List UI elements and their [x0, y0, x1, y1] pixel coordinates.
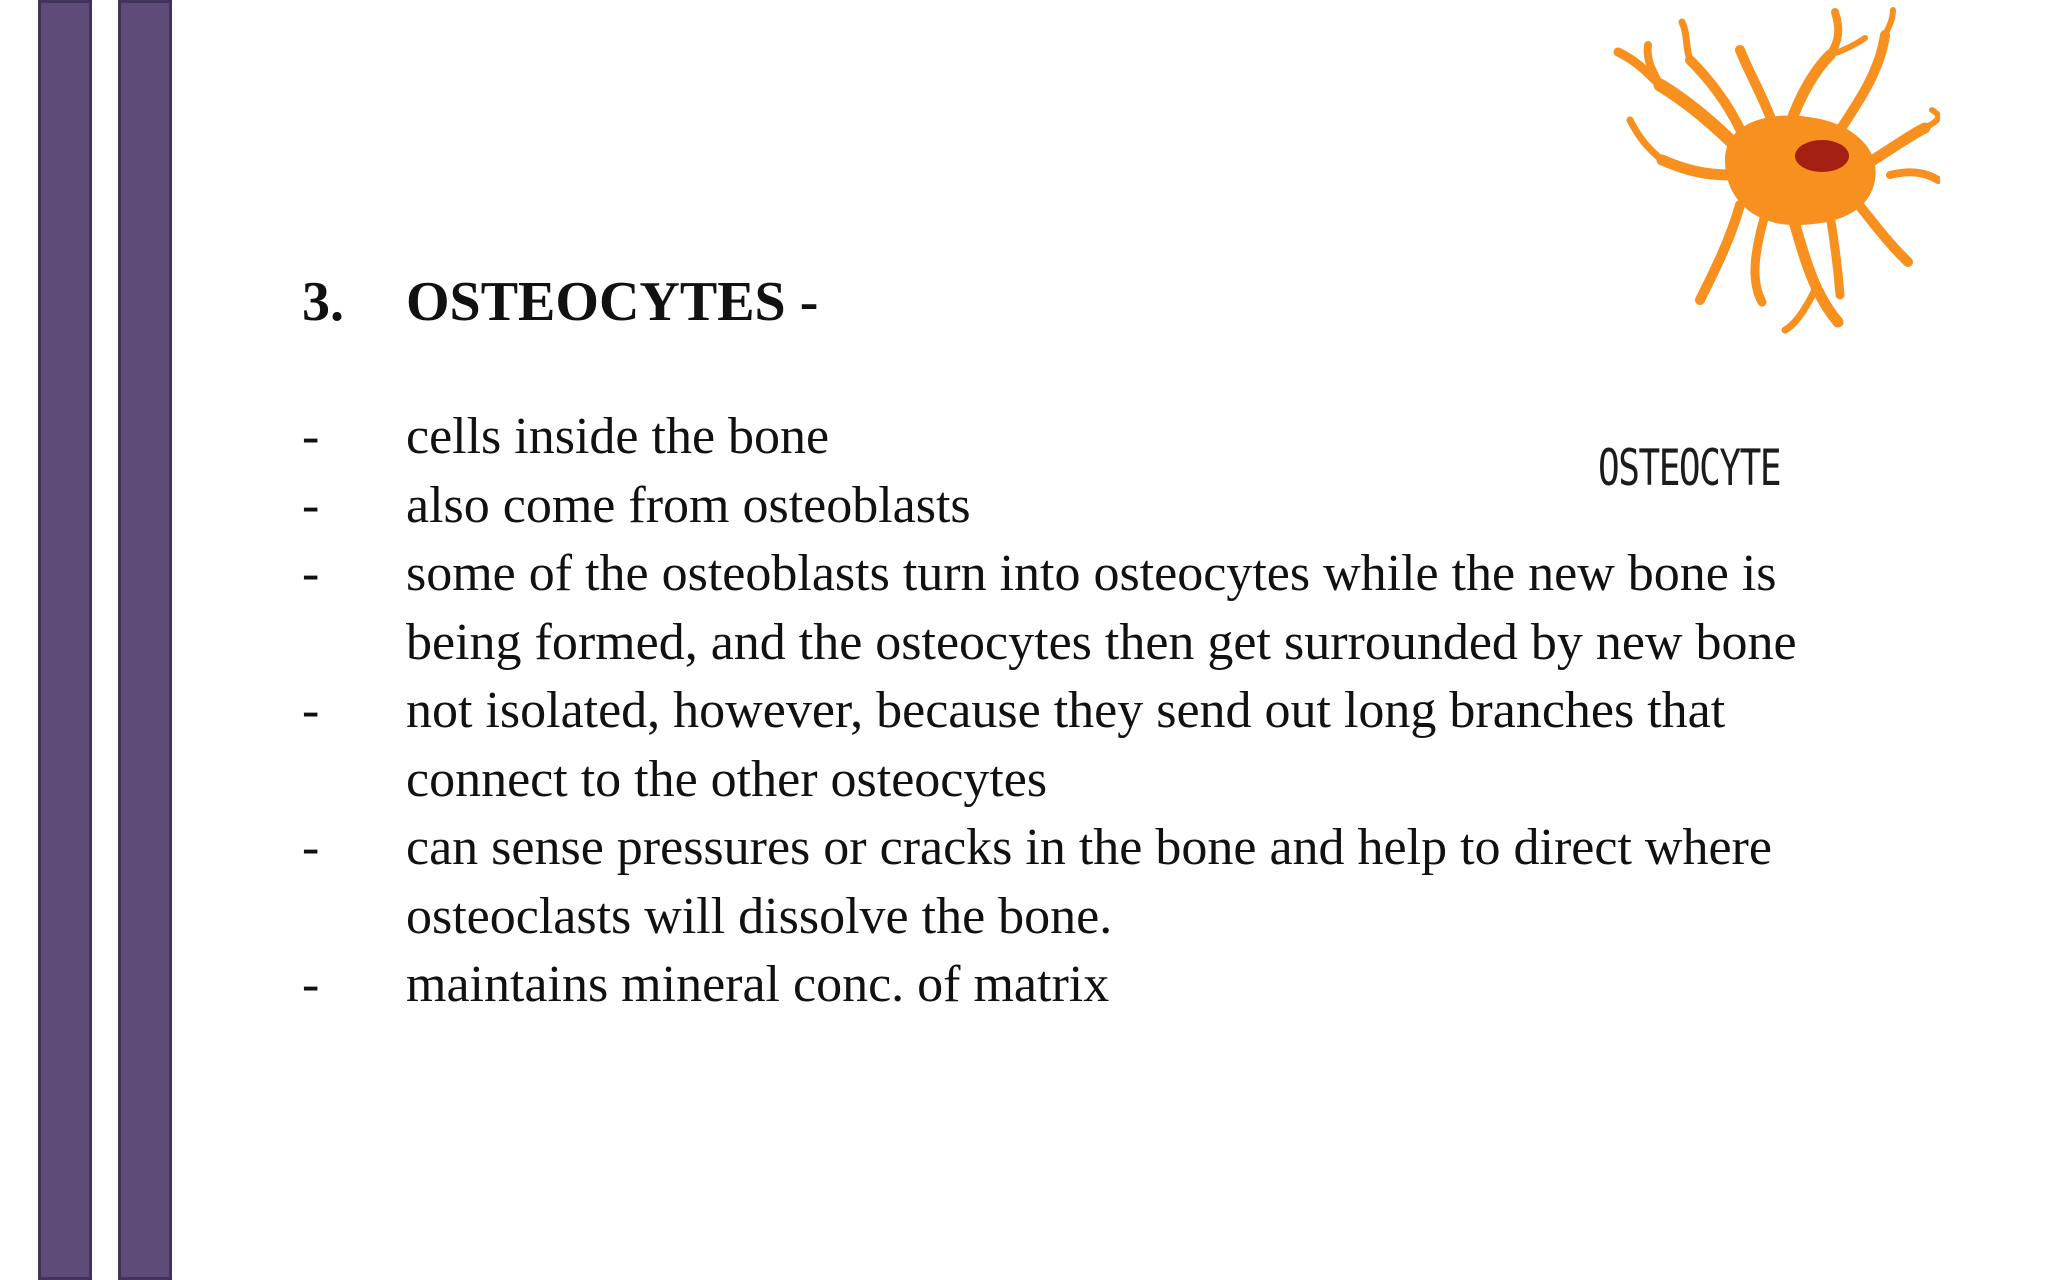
figure-caption: OSTEOCYTE — [1598, 439, 1781, 497]
bullet-marker: - — [302, 476, 320, 534]
bullet-marker: - — [302, 545, 320, 602]
osteocyte-cell-icon — [1590, 0, 1940, 340]
bullet-item — [302, 677, 1878, 814]
bullet-marker: - — [302, 956, 320, 1013]
bullet-text: not isolated, however, because they send out long branches that connect to the other osteocytes — [406, 682, 1726, 808]
bullet-item — [302, 814, 1878, 951]
heading-title: OSTEOCYTES - — [406, 271, 819, 333]
bullet-marker: - — [302, 682, 320, 739]
decorative-left-bar — [38, 0, 92, 1280]
bullet-text: maintains mineral conc. of matrix — [406, 956, 1110, 1013]
heading-number: 3. — [302, 271, 344, 333]
bullet-text: also come from osteoblasts — [406, 476, 971, 534]
bullet-marker: - — [302, 819, 320, 876]
bullet-text: some of the osteoblasts turn into osteocytes while the new bone is being formed, and the osteocytes then get surrounded by new bone — [406, 545, 1797, 671]
bullet-item — [302, 540, 1878, 677]
slide-heading — [302, 268, 818, 336]
bullet-item — [302, 951, 1878, 1020]
bullet-marker: - — [302, 408, 320, 465]
bullet-text: cells inside the bone — [406, 408, 830, 465]
decorative-right-bar — [118, 0, 172, 1280]
bullet-text: can sense pressures or cracks in the bone and help to direct where osteoclasts will dissolve the bone. — [406, 819, 1772, 945]
